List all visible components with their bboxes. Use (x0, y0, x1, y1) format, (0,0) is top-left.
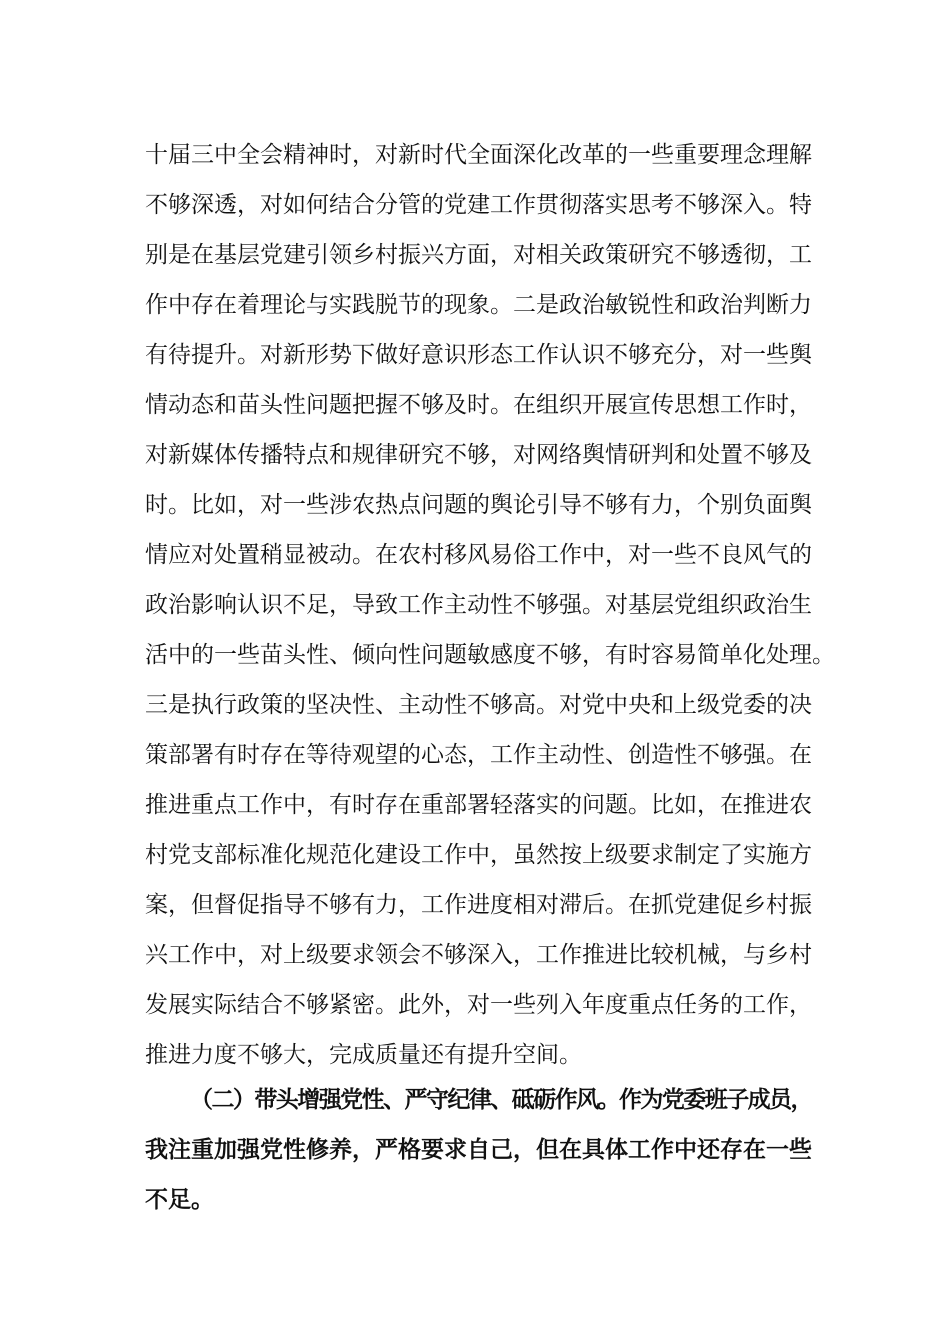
body-line: 别是在基层党建引领乡村振兴方面，对相关政策研究不够透彻，工 (145, 242, 812, 268)
body-line: 情应对处置稍显被动。在农村移风易俗工作中，对一些不良风气的 (145, 542, 812, 568)
section-heading-line: （二）带头增强党性、严守纪律、砥砺作风。作为党委班子成员， (190, 1087, 813, 1113)
body-line: 发展实际结合不够紧密。此外，对一些列入年度重点任务的工作， (145, 992, 812, 1018)
body-line: 活中的一些苗头性、倾向性问题敏感度不够，有时容易简单化处理。 (145, 642, 835, 668)
section-heading-line: 我注重加强党性修养，严格要求自己，但在具体工作中还存在一些 (145, 1137, 812, 1163)
body-line: 三是执行政策的坚决性、主动性不够高。对党中央和上级党委的决 (145, 692, 812, 718)
body-line: 十届三中全会精神时，对新时代全面深化改革的一些重要理念理解 (145, 142, 812, 168)
body-line: 村党支部标准化规范化建设工作中，虽然按上级要求制定了实施方 (145, 842, 812, 868)
body-line: 时。比如，对一些涉农热点问题的舆论引导不够有力，个别负面舆 (145, 492, 812, 518)
body-line: 策部署有时存在等待观望的心态，工作主动性、创造性不够强。在 (145, 742, 812, 768)
body-line: 有待提升。对新形势下做好意识形态工作认识不够充分，对一些舆 (145, 342, 812, 368)
body-line: 推进力度不够大，完成质量还有提升空间。 (145, 1042, 582, 1068)
body-line: 政治影响认识不足，导致工作主动性不够强。对基层党组织政治生 (145, 592, 812, 618)
body-line: 不够深透，对如何结合分管的党建工作贯彻落实思考不够深入。特 (145, 192, 812, 218)
body-line: 案，但督促指导不够有力，工作进度相对滞后。在抓党建促乡村振 (145, 892, 812, 918)
body-line: 对新媒体传播特点和规律研究不够，对网络舆情研判和处置不够及 (145, 442, 812, 468)
body-line: 作中存在着理论与实践脱节的现象。二是政治敏锐性和政治判断力 (145, 292, 812, 318)
body-line: 情动态和苗头性问题把握不够及时。在组织开展宣传思想工作时， (145, 392, 812, 418)
section-heading-line: 不足。 (145, 1187, 214, 1213)
body-line: 推进重点工作中，有时存在重部署轻落实的问题。比如，在推进农 (145, 792, 812, 818)
body-line: 兴工作中，对上级要求领会不够深入，工作推进比较机械，与乡村 (145, 942, 812, 968)
